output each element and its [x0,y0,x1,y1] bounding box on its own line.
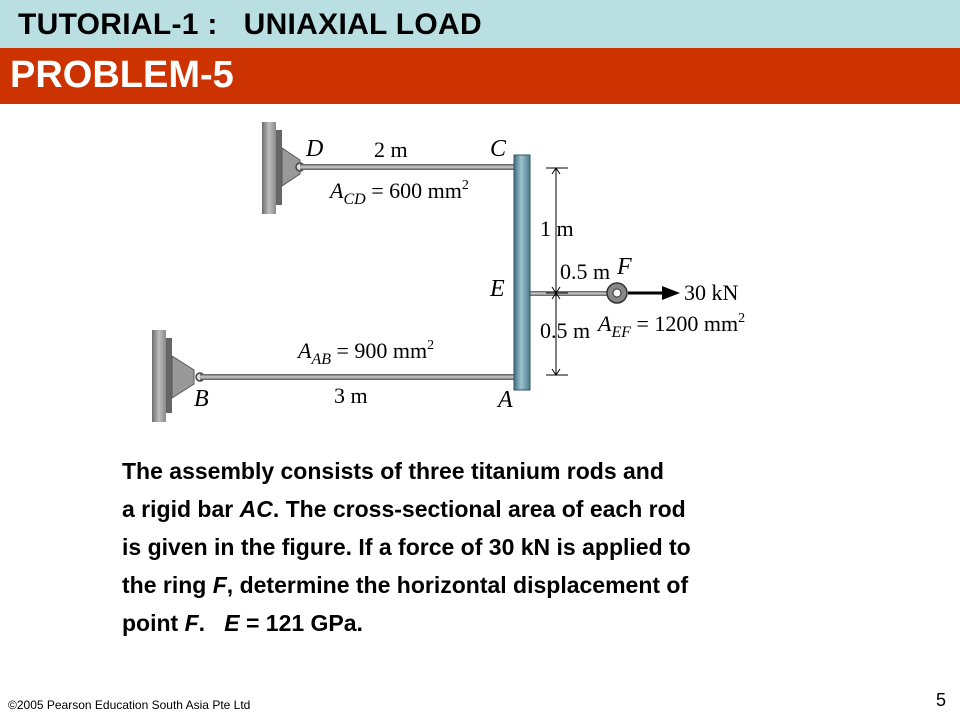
label-0-5m-upper: 0.5 m [560,259,611,284]
description-line: the ring F, determine the horizontal displacement of [122,572,689,598]
label-e: E [490,276,505,302]
label-a: A [498,387,513,413]
label-cd-length: 2 m [374,137,408,162]
rigid-bar-ac [514,155,530,390]
label-1m: 1 m [540,216,574,241]
page-number: 5 [936,690,947,710]
copyright-notice: ©2005 Pearson Education South Asia Pte Ltd [8,698,251,712]
problem-title: PROBLEM-5 [10,54,234,96]
label-d: D [306,136,324,162]
label-ab-length: 3 m [334,383,368,408]
label-a-cd: $A_{CD} = 600$ $mm^2$ [330,178,469,208]
label-c: C [490,136,507,162]
rod-ab [200,374,516,380]
force-arrow [628,286,680,300]
label-force: 30 kN [684,280,739,305]
label-f: F [617,254,632,280]
rod-ef [530,291,610,296]
description-line: The assembly consists of three titanium rods and [122,458,664,484]
label-a-ab: $A_{AB} = 900$ $mm^2$ [298,338,435,368]
problem-description [122,452,842,642]
label-a-ef: $A_{EF} = 1200$ $mm^2$ [598,311,746,341]
tutorial-title: TUTORIAL-1 : UNIAXIAL LOAD [18,8,482,41]
assembly-figure [0,104,960,449]
ring-f [607,283,627,303]
label-0-5m-lower: 0.5 m [540,318,591,343]
rod-cd [300,164,516,170]
description-line: is given in the figure. If a force of 30 kN is applied to [122,534,691,560]
description-line: point F. E = 121 GPa. [122,610,363,636]
description-line: a rigid bar AC. The cross-sectional area of each rod [122,496,686,522]
label-b: B [194,386,209,412]
wall-d [262,122,304,214]
